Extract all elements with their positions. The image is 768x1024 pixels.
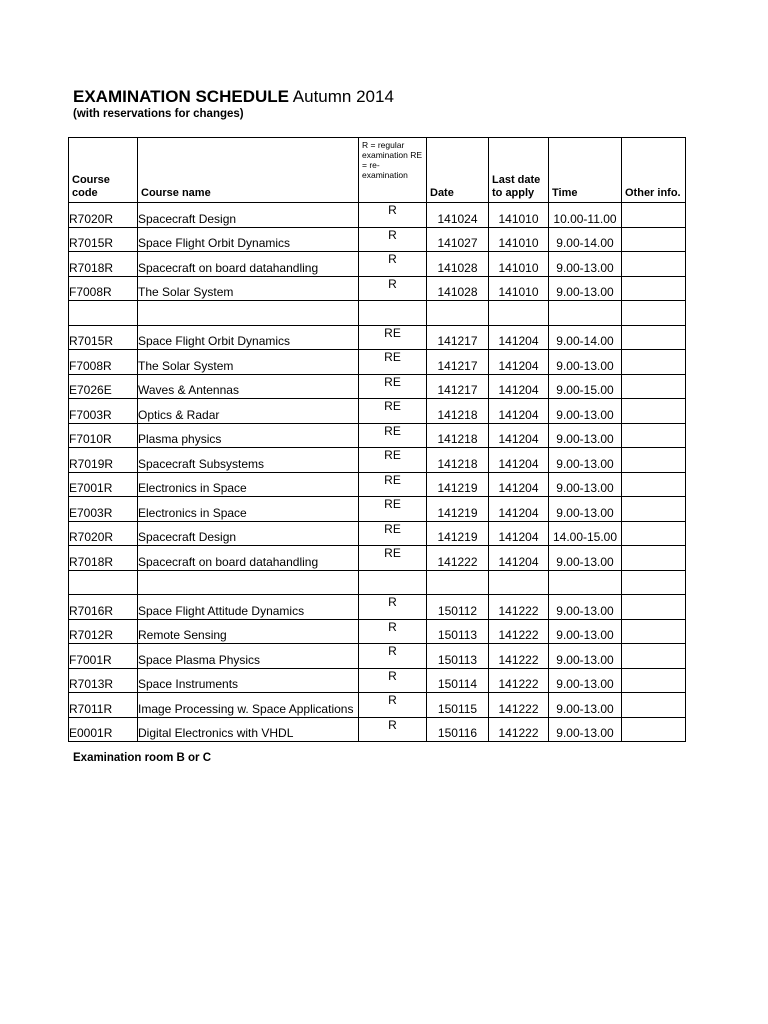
table-row (69, 595, 686, 620)
exam-time-cell: 9.00-13.00 (549, 595, 622, 620)
exam-type-cell: RE (359, 325, 427, 350)
exam-date-cell: 150115 (427, 693, 489, 718)
exam-time-cell: 9.00-13.00 (549, 644, 622, 669)
table-row (69, 350, 686, 375)
exam-time-cell: 9.00-15.00 (549, 374, 622, 399)
exam-type-cell: R (359, 668, 427, 693)
course-name-cell: Electronics in Space (138, 472, 359, 497)
last-date-to-apply-cell: 141204 (489, 423, 549, 448)
exam-type-cell: RE (359, 472, 427, 497)
other-info-cell (622, 497, 686, 522)
table-row (69, 227, 686, 252)
other-info-cell (622, 644, 686, 669)
last-date-to-apply-cell: 141222 (489, 644, 549, 669)
other-info-cell (622, 203, 686, 228)
table-row (69, 276, 686, 301)
empty-cell (489, 570, 549, 595)
last-date-to-apply-cell: 141204 (489, 350, 549, 375)
empty-cell (549, 301, 622, 326)
other-info-cell (622, 472, 686, 497)
course-name-cell: Spacecraft Design (138, 521, 359, 546)
course-name-cell: Optics & Radar (138, 399, 359, 424)
table-row (69, 325, 686, 350)
empty-cell (549, 570, 622, 595)
course-code-cell: E7026E (69, 374, 138, 399)
exam-type-cell: R (359, 252, 427, 277)
exam-type-cell: R (359, 203, 427, 228)
exam-date-cell: 141218 (427, 423, 489, 448)
page-title-term: Autumn 2014 (288, 87, 394, 106)
exam-type-cell: RE (359, 448, 427, 473)
course-code-cell: R7019R (69, 448, 138, 473)
table-row (69, 252, 686, 277)
table-header-row (69, 138, 686, 203)
other-info-cell (622, 619, 686, 644)
last-date-to-apply-cell: 141222 (489, 717, 549, 742)
course-name-cell: Space Flight Orbit Dynamics (138, 227, 359, 252)
col-header-date: Date (427, 138, 489, 203)
exam-time-cell: 9.00-13.00 (549, 276, 622, 301)
course-code-cell: F7008R (69, 276, 138, 301)
other-info-cell (622, 252, 686, 277)
course-name-cell: Space Instruments (138, 668, 359, 693)
exam-date-cell: 150114 (427, 668, 489, 693)
course-code-cell: R7013R (69, 668, 138, 693)
course-code-cell: E7003R (69, 497, 138, 522)
empty-cell (69, 570, 138, 595)
course-name-cell: Electronics in Space (138, 497, 359, 522)
course-name-cell: Space Flight Orbit Dynamics (138, 325, 359, 350)
exam-date-cell: 150112 (427, 595, 489, 620)
other-info-cell (622, 276, 686, 301)
table-row (69, 644, 686, 669)
course-code-cell: F7003R (69, 399, 138, 424)
exam-date-cell: 150113 (427, 644, 489, 669)
exam-date-cell: 141222 (427, 546, 489, 571)
exam-time-cell: 9.00-13.00 (549, 668, 622, 693)
exam-date-cell: 141218 (427, 448, 489, 473)
other-info-cell (622, 399, 686, 424)
course-code-cell: R7018R (69, 252, 138, 277)
exam-type-cell: RE (359, 374, 427, 399)
col-header-time: Time (549, 138, 622, 203)
empty-cell (359, 301, 427, 326)
exam-type-cell: R (359, 644, 427, 669)
other-info-cell (622, 423, 686, 448)
exam-date-cell: 141217 (427, 374, 489, 399)
empty-cell (138, 301, 359, 326)
col-header-exam-type: R = regular examination RE = re-examination (359, 138, 427, 203)
examination-room-note: Examination room B or C (73, 752, 212, 764)
col-header-course-code: Course code (69, 138, 138, 203)
exam-date-cell: 141024 (427, 203, 489, 228)
exam-type-cell: R (359, 717, 427, 742)
last-date-to-apply-cell: 141010 (489, 227, 549, 252)
exam-date-cell: 141217 (427, 350, 489, 375)
course-name-cell: Image Processing w. Space Applications (138, 693, 359, 718)
course-code-cell: E7001R (69, 472, 138, 497)
empty-cell (427, 301, 489, 326)
course-name-cell: Remote Sensing (138, 619, 359, 644)
empty-cell (489, 301, 549, 326)
last-date-to-apply-cell: 141222 (489, 693, 549, 718)
course-code-cell: R7015R (69, 227, 138, 252)
other-info-cell (622, 325, 686, 350)
empty-cell (622, 570, 686, 595)
exam-time-cell: 9.00-13.00 (549, 497, 622, 522)
course-name-cell: The Solar System (138, 350, 359, 375)
other-info-cell (622, 350, 686, 375)
exam-date-cell: 150116 (427, 717, 489, 742)
separator-row (69, 570, 686, 595)
page-subtitle: (with reservations for changes) (73, 108, 244, 120)
exam-time-cell: 9.00-13.00 (549, 350, 622, 375)
last-date-to-apply-cell: 141222 (489, 668, 549, 693)
page-title (73, 87, 394, 107)
exam-type-cell: RE (359, 497, 427, 522)
course-name-cell: Spacecraft on board datahandling (138, 546, 359, 571)
exam-type-cell: RE (359, 350, 427, 375)
last-date-to-apply-cell: 141010 (489, 252, 549, 277)
page-title-main: EXAMINATION SCHEDULE (73, 87, 289, 106)
exam-type-cell: R (359, 227, 427, 252)
last-date-to-apply-cell: 141204 (489, 374, 549, 399)
course-name-cell: Spacecraft Design (138, 203, 359, 228)
course-code-cell: R7020R (69, 203, 138, 228)
course-name-cell: Waves & Antennas (138, 374, 359, 399)
last-date-to-apply-cell: 141204 (489, 399, 549, 424)
other-info-cell (622, 227, 686, 252)
empty-cell (138, 570, 359, 595)
course-code-cell: R7015R (69, 325, 138, 350)
exam-date-cell: 141219 (427, 472, 489, 497)
table-row (69, 374, 686, 399)
table-row (69, 497, 686, 522)
col-header-course-name: Course name (138, 138, 359, 203)
last-date-to-apply-cell: 141204 (489, 448, 549, 473)
exam-date-cell: 141028 (427, 252, 489, 277)
last-date-to-apply-cell: 141010 (489, 203, 549, 228)
exam-date-cell: 150113 (427, 619, 489, 644)
exam-time-cell: 9.00-13.00 (549, 399, 622, 424)
course-code-cell: R7018R (69, 546, 138, 571)
course-code-cell: R7012R (69, 619, 138, 644)
exam-type-cell: R (359, 595, 427, 620)
exam-time-cell: 9.00-14.00 (549, 325, 622, 350)
exam-time-cell: 9.00-13.00 (549, 546, 622, 571)
exam-time-cell: 9.00-13.00 (549, 472, 622, 497)
last-date-to-apply-cell: 141204 (489, 472, 549, 497)
other-info-cell (622, 668, 686, 693)
exam-type-cell: R (359, 619, 427, 644)
table-row (69, 203, 686, 228)
exam-type-cell: RE (359, 546, 427, 571)
exam-date-cell: 141219 (427, 521, 489, 546)
other-info-cell (622, 448, 686, 473)
empty-cell (622, 301, 686, 326)
exam-time-cell: 9.00-14.00 (549, 227, 622, 252)
exam-time-cell: 9.00-13.00 (549, 448, 622, 473)
course-code-cell: E0001R (69, 717, 138, 742)
empty-cell (69, 301, 138, 326)
course-code-cell: F7001R (69, 644, 138, 669)
table-row (69, 619, 686, 644)
table-row (69, 521, 686, 546)
exam-time-cell: 9.00-13.00 (549, 693, 622, 718)
table-row (69, 423, 686, 448)
table-row (69, 399, 686, 424)
course-code-cell: F7008R (69, 350, 138, 375)
exam-time-cell: 9.00-13.00 (549, 717, 622, 742)
course-code-cell: F7010R (69, 423, 138, 448)
exam-date-cell: 141217 (427, 325, 489, 350)
empty-cell (427, 570, 489, 595)
last-date-to-apply-cell: 141010 (489, 276, 549, 301)
course-code-cell: R7011R (69, 693, 138, 718)
exam-type-cell: R (359, 276, 427, 301)
table-body (69, 203, 686, 742)
table-row (69, 546, 686, 571)
exam-time-cell: 9.00-13.00 (549, 619, 622, 644)
course-name-cell: Space Plasma Physics (138, 644, 359, 669)
exam-time-cell: 9.00-13.00 (549, 252, 622, 277)
other-info-cell (622, 546, 686, 571)
exam-type-cell: R (359, 693, 427, 718)
table-row (69, 448, 686, 473)
last-date-to-apply-cell: 141222 (489, 595, 549, 620)
other-info-cell (622, 717, 686, 742)
exam-date-cell: 141219 (427, 497, 489, 522)
course-name-cell: Spacecraft on board datahandling (138, 252, 359, 277)
table-row (69, 717, 686, 742)
course-name-cell: Space Flight Attitude Dynamics (138, 595, 359, 620)
course-code-cell: R7020R (69, 521, 138, 546)
exam-type-cell: RE (359, 521, 427, 546)
exam-type-cell: RE (359, 399, 427, 424)
exam-time-cell: 10.00-11.00 (549, 203, 622, 228)
table-row (69, 693, 686, 718)
last-date-to-apply-cell: 141204 (489, 497, 549, 522)
exam-date-cell: 141028 (427, 276, 489, 301)
other-info-cell (622, 374, 686, 399)
course-name-cell: Digital Electronics with VHDL (138, 717, 359, 742)
course-code-cell: R7016R (69, 595, 138, 620)
course-name-cell: Spacecraft Subsystems (138, 448, 359, 473)
table-row (69, 668, 686, 693)
table-row (69, 472, 686, 497)
last-date-to-apply-cell: 141204 (489, 546, 549, 571)
separator-row (69, 301, 686, 326)
col-header-other-info: Other info. (622, 138, 686, 203)
other-info-cell (622, 521, 686, 546)
other-info-cell (622, 693, 686, 718)
exam-date-cell: 141027 (427, 227, 489, 252)
course-name-cell: The Solar System (138, 276, 359, 301)
exam-type-cell: RE (359, 423, 427, 448)
empty-cell (359, 570, 427, 595)
col-header-last-date-to-apply: Last date to apply (489, 138, 549, 203)
last-date-to-apply-cell: 141222 (489, 619, 549, 644)
exam-time-cell: 9.00-13.00 (549, 423, 622, 448)
last-date-to-apply-cell: 141204 (489, 325, 549, 350)
exam-schedule-table (68, 137, 686, 742)
exam-time-cell: 14.00-15.00 (549, 521, 622, 546)
last-date-to-apply-cell: 141204 (489, 521, 549, 546)
other-info-cell (622, 595, 686, 620)
course-name-cell: Plasma physics (138, 423, 359, 448)
exam-date-cell: 141218 (427, 399, 489, 424)
